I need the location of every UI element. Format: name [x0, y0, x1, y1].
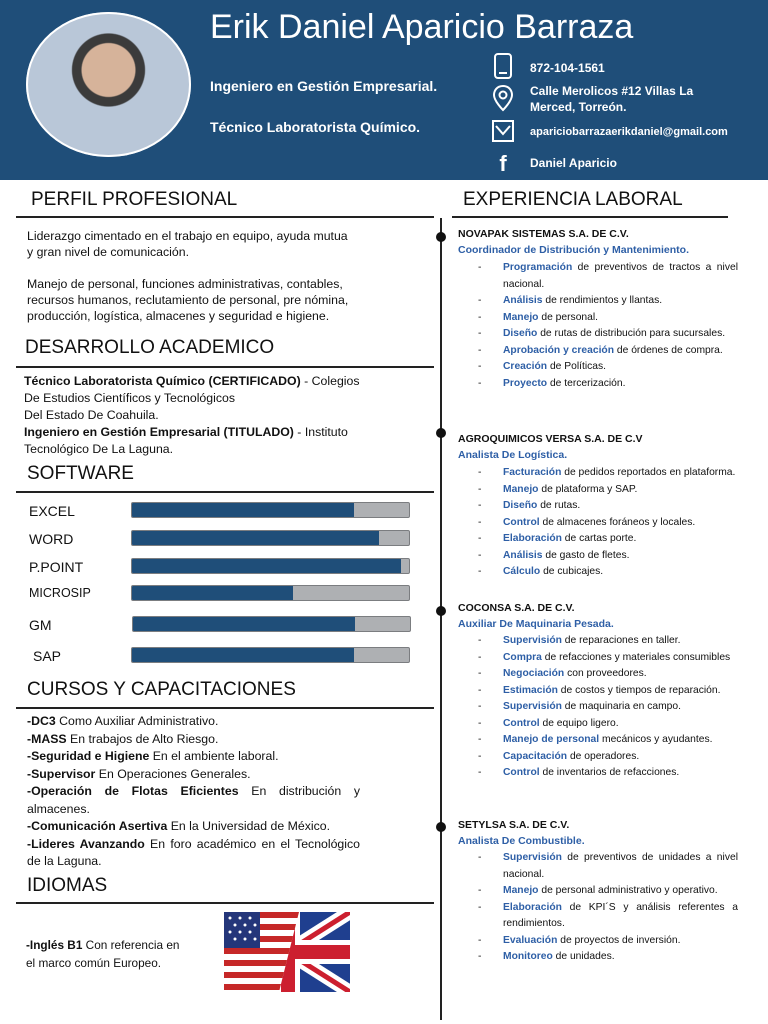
skill-bar-sap: [131, 647, 410, 663]
course-item: -Lideres Avanzando En foro académico en el Tecnológico de la Laguna.: [27, 836, 360, 868]
skill-bar-gm: [132, 616, 411, 632]
duty-item: - Supervisión de preventivos de unidades a nivel nacional.: [478, 850, 738, 883]
duty-item: - Manejo de personal mecánicos y ayudantes.: [478, 732, 738, 749]
software-divider: [16, 491, 434, 493]
skill-label-gm: GM: [29, 617, 52, 633]
academic-entry: Técnico Laboratorista Químico (CERTIFICADO) - Colegios: [24, 374, 360, 388]
duty-item: - Elaboración de cartas porte.: [478, 531, 738, 548]
job-company: SETYLSA S.A. DE C.V.: [458, 819, 570, 831]
skill-bar-ppoint: [131, 558, 410, 574]
duty-item: - Manejo de plataforma y SAP.: [478, 482, 738, 499]
course-item: -DC3 Como Auxiliar Administrativo.: [27, 714, 219, 728]
skill-label-word: WORD: [29, 531, 74, 547]
candidate-name: Erik Daniel Aparicio Barraza: [210, 8, 634, 46]
job-company: COCONSA S.A. DE C.V.: [458, 602, 575, 614]
duty-item: - Elaboración de KPI´S y análisis referentes a rendimientos.: [478, 900, 738, 933]
job-duties: [478, 260, 738, 392]
skill-label-ppoint: P.POINT: [29, 559, 84, 575]
address-line-2: Merced, Torreón.: [530, 100, 627, 114]
academic-divider: [16, 366, 434, 368]
duty-item: - Monitoreo de unidades.: [478, 949, 738, 966]
header-banner: [0, 0, 768, 180]
duty-item: - Supervisión de maquinaria en campo.: [478, 699, 738, 716]
duty-item: - Cálculo de cubicajes.: [478, 564, 738, 581]
duty-item: - Programación de preventivos de tractos a nivel nacional.: [478, 260, 738, 293]
duty-item: - Control de inventarios de refacciones.: [478, 765, 738, 782]
duty-item: - Estimación de costos y tiempos de reparación.: [478, 683, 738, 700]
duty-item: - Diseño de rutas.: [478, 498, 738, 515]
duty-item: - Manejo de personal administrativo y operativo.: [478, 883, 738, 900]
academic-entry-line: De Estudios Científicos y Tecnológicos: [24, 391, 235, 405]
languages-divider: [16, 902, 434, 904]
duty-item: - Facturación de pedidos reportados en plataforma.: [478, 465, 738, 482]
course-item: -Seguridad e Higiene En el ambiente laboral.: [27, 749, 279, 763]
academic-heading: DESARROLLO ACADEMICO: [25, 337, 275, 358]
duty-item: - Análisis de gasto de fletes.: [478, 548, 738, 565]
phone-icon: [491, 52, 515, 80]
profile-line: recursos humanos, reclutamiento de personal, pre nómina,: [27, 293, 349, 307]
timeline-dot: [436, 606, 446, 616]
profile-line: Liderazgo cimentado en el trabajo en equipo, ayuda mutua: [27, 229, 348, 243]
languages-heading: IDIOMAS: [27, 875, 108, 896]
duty-item: - Control de equipo ligero.: [478, 716, 738, 733]
academic-entry-line: Del Estado De Coahuila.: [24, 408, 159, 422]
duty-item: - Creación de Políticas.: [478, 359, 738, 376]
timeline-dot: [436, 822, 446, 832]
job-role: Analista De Combustible.: [458, 835, 585, 847]
academic-entry-line: Tecnológico De La Laguna.: [24, 442, 174, 456]
experience-divider: [452, 216, 728, 218]
usa-uk-flags-image: [224, 912, 350, 992]
skill-label-excel: EXCEL: [29, 503, 75, 519]
language-entry: -Inglés B1 Con referencia en el marco común Europeo.: [26, 938, 180, 970]
courses-heading: CURSOS Y CAPACITACIONES: [27, 679, 296, 700]
course-item: -Supervisor En Operaciones Generales.: [27, 766, 251, 781]
job-role: Auxiliar De Maquinaria Pesada.: [458, 618, 614, 630]
profile-summary: [27, 228, 367, 324]
job-title-2: Técnico Laboratorista Químico.: [210, 119, 421, 135]
software-heading: SOFTWARE: [27, 463, 134, 484]
address: [530, 83, 693, 115]
academic-entries: [24, 373, 364, 458]
job-duties: [478, 465, 738, 581]
timeline-line: [440, 218, 442, 1020]
duty-item: - Evaluación de proyectos de inversión.: [478, 933, 738, 950]
duty-item: - Proyecto de tercerización.: [478, 376, 738, 393]
profile-line: y gran nivel de comunicación.: [27, 245, 189, 259]
profile-divider: [16, 216, 434, 218]
svg-text:f: f: [499, 151, 507, 176]
duty-item: - Diseño de rutas de distribución para sucursales.: [478, 326, 738, 343]
job-company: AGROQUIMICOS VERSA S.A. DE C.V: [458, 433, 643, 445]
facebook-icon: [491, 149, 515, 177]
profile-heading: PERFIL PROFESIONAL: [31, 189, 238, 210]
course-item: -Operación de Flotas Eficientes En distribución y almacenes.: [27, 784, 360, 816]
course-item: -Comunicación Asertiva En la Universidad de México.: [27, 819, 330, 833]
duty-item: - Negociación con proveedores.: [478, 666, 738, 683]
job-duties: [478, 633, 738, 782]
duty-item: - Control de almacenes foráneos y locales.: [478, 515, 738, 532]
phone-number: 872-104-1561: [530, 61, 605, 75]
duty-item: - Compra de refacciones y materiales consumibles: [478, 650, 738, 667]
location-pin-icon: [491, 84, 515, 112]
job-role: Coordinador de Distribución y Mantenimiento.: [458, 244, 690, 256]
duty-item: - Supervisión de reparaciones en taller.: [478, 633, 738, 650]
skill-label-microsip: MICROSIP: [29, 586, 91, 600]
skill-bar-word: [131, 530, 410, 546]
profile-photo: [26, 12, 191, 157]
job-company: NOVAPAK SISTEMAS S.A. DE C.V.: [458, 228, 629, 240]
profile-line: producción, logística, almacenes y seguridad e higiene.: [27, 309, 330, 323]
duty-item: - Manejo de personal.: [478, 310, 738, 327]
courses-list: [27, 713, 360, 871]
experience-heading: EXPERIENCIA LABORAL: [463, 189, 683, 210]
duty-item: - Aprobación y creación de órdenes de compra.: [478, 343, 738, 360]
course-item: -MASS En trabajos de Alto Riesgo.: [27, 731, 219, 746]
skill-label-sap: SAP: [33, 648, 62, 664]
duty-item: - Análisis de rendimientos y llantas.: [478, 293, 738, 310]
email-icon: [491, 117, 515, 145]
courses-divider: [16, 707, 434, 709]
job-role: Analista De Logística.: [458, 449, 568, 461]
address-line-1: Calle Merolicos #12 Villas La: [530, 84, 694, 98]
timeline-dot: [436, 232, 446, 242]
email-link[interactable]: apariciobarrazaerikdaniel@gmail.com: [530, 126, 728, 138]
job-title-1: Ingeniero en Gestión Empresarial.: [210, 78, 438, 94]
duty-item: - Capacitación de operadores.: [478, 749, 738, 766]
profile-line: Manejo de personal, funciones administrativas, contables,: [27, 277, 343, 291]
job-duties: [478, 850, 738, 966]
timeline-dot: [436, 428, 446, 438]
academic-entry: Ingeniero en Gestión Empresarial (TITULADO) - Instituto: [24, 425, 348, 439]
skill-bar-excel: [131, 502, 410, 518]
skill-bar-microsip: [131, 585, 410, 601]
facebook-link[interactable]: Daniel Aparicio: [530, 156, 617, 170]
